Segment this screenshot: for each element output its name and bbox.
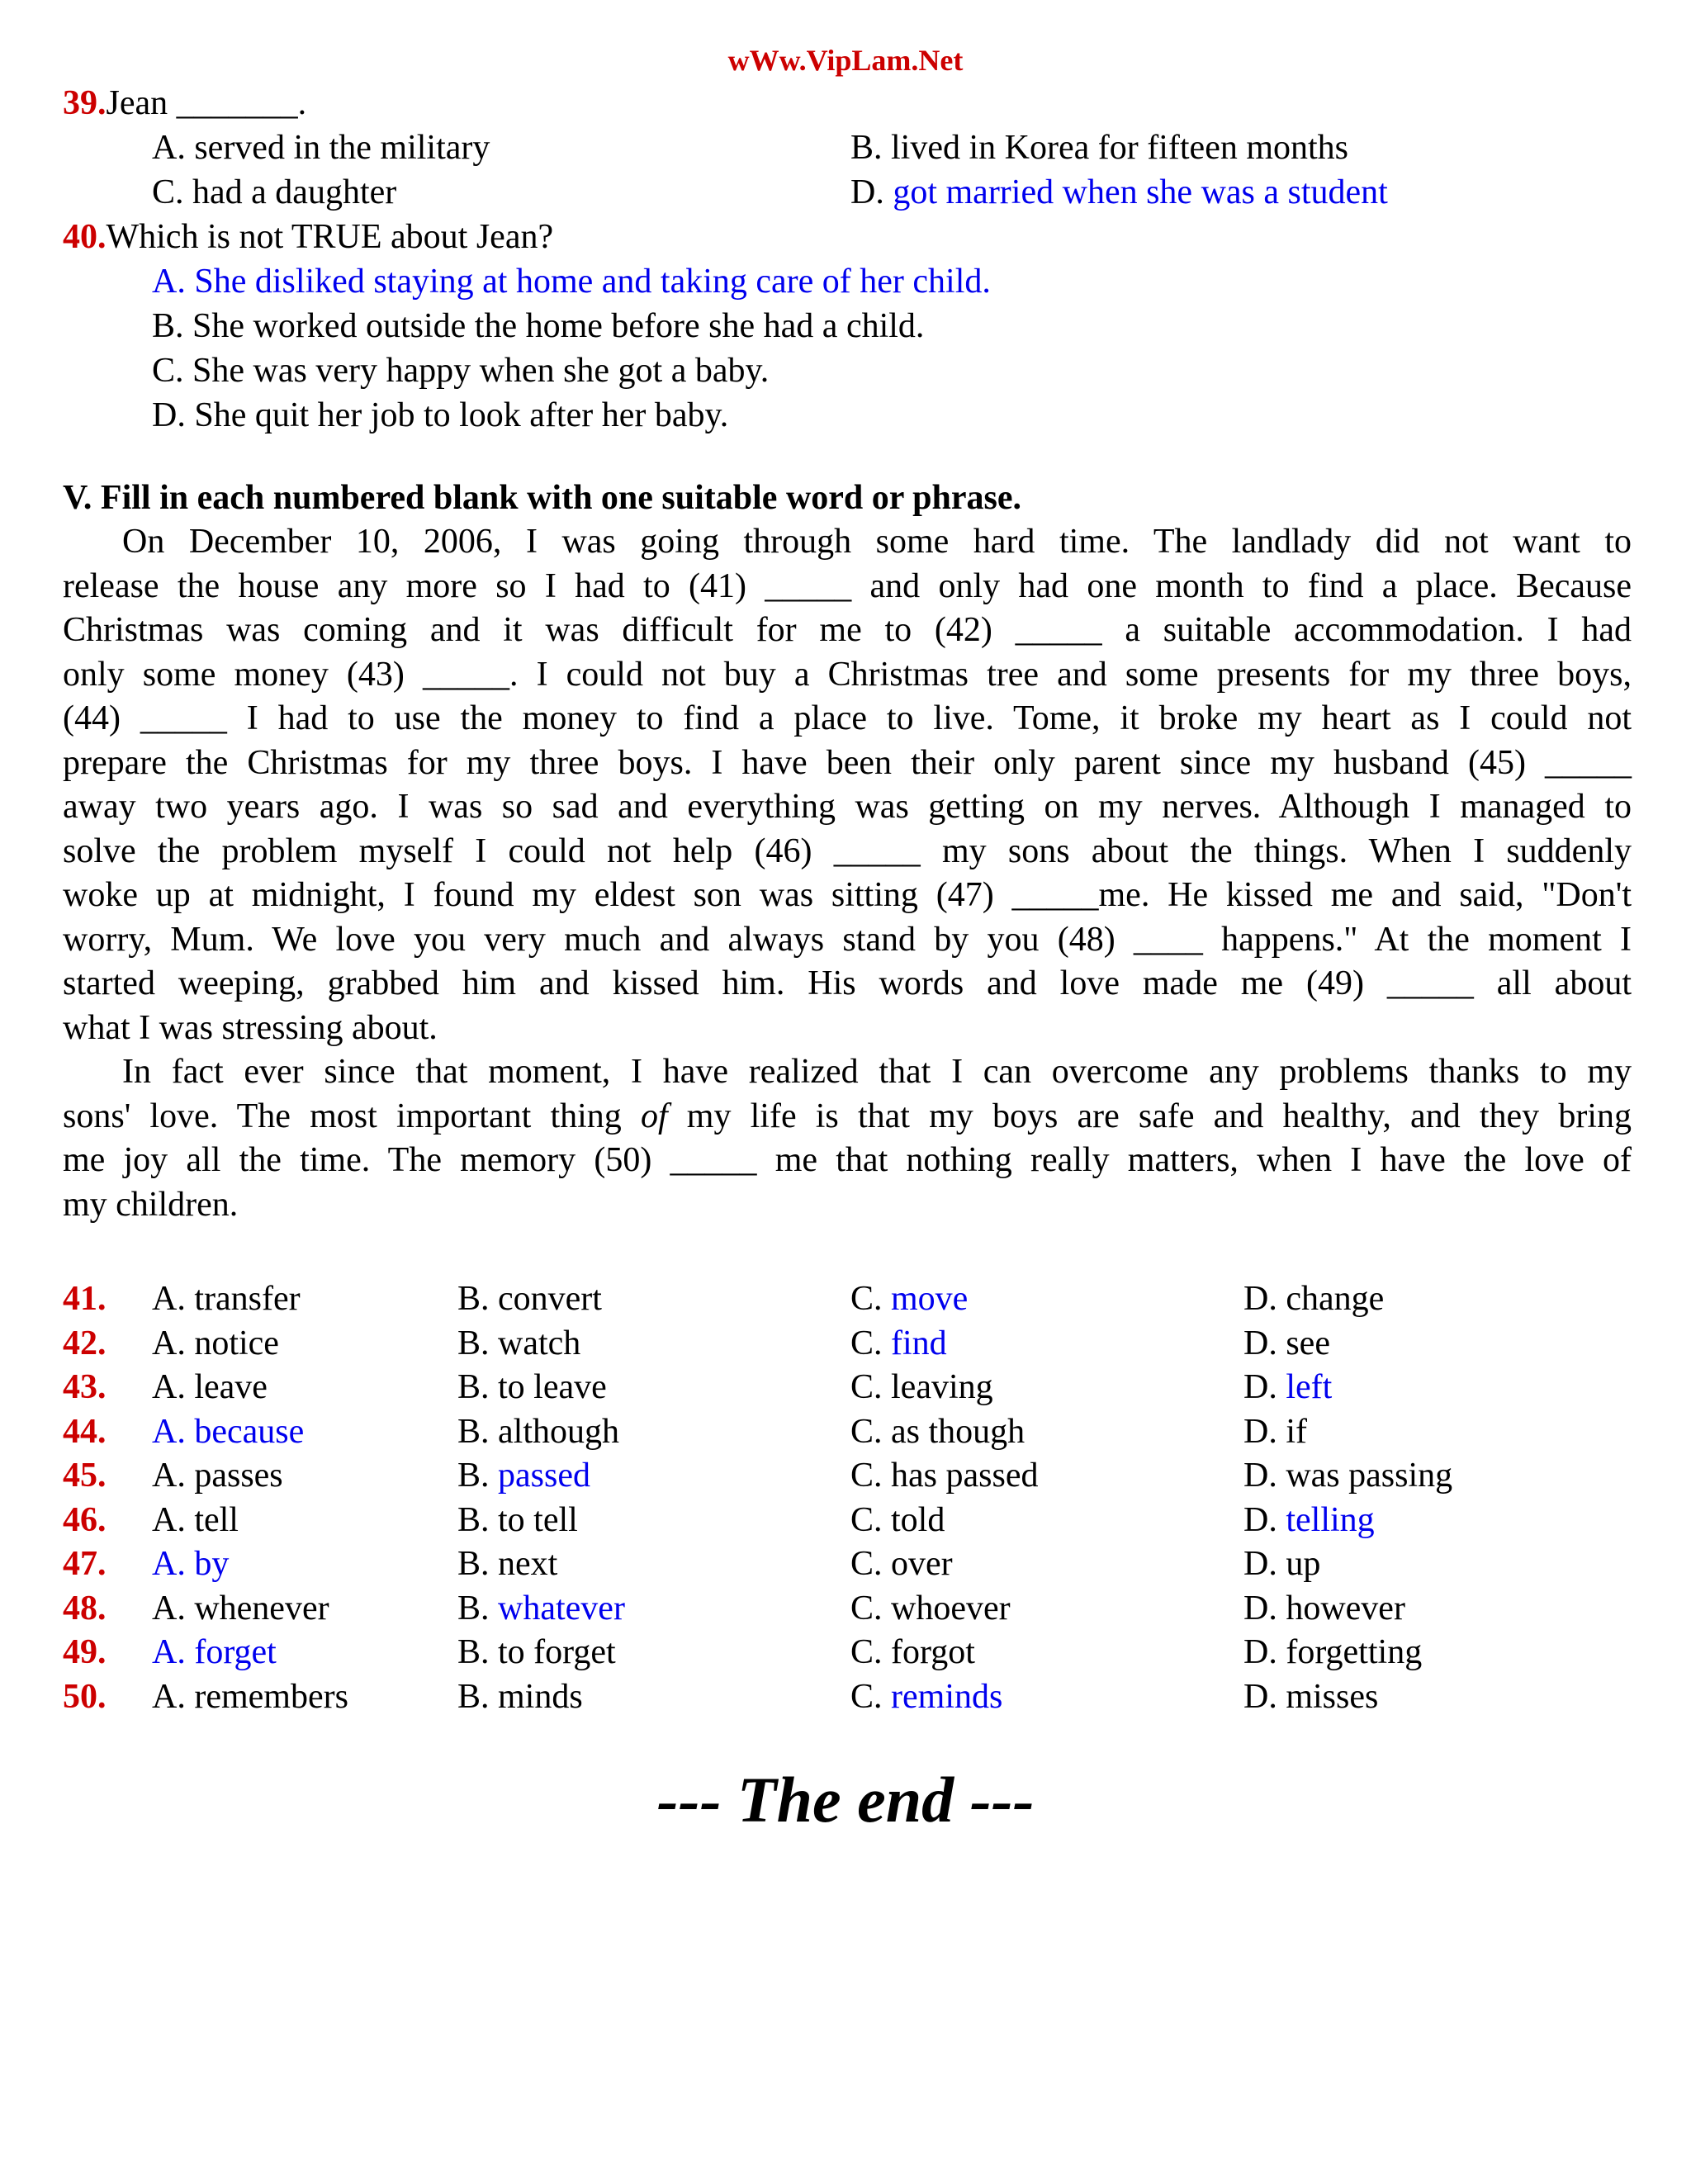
correct-answer: got married when she was a student (893, 173, 1388, 211)
passage-line: woke up at midnight, I found my eldest son was sitting (47) _____me. He kissed me and said, "Don't (63, 876, 1632, 914)
answer-row (63, 1675, 1632, 1719)
answer-row (63, 1453, 1632, 1498)
answer-row (63, 1498, 1632, 1542)
answer-row (63, 1542, 1632, 1586)
question-number: 42. (63, 1324, 107, 1362)
option-40-b: B. She worked outside the home before she had a child. (152, 307, 925, 345)
section-heading: V. Fill in each numbered blank with one suitable word or phrase. (63, 479, 1022, 517)
passage-line: (44) _____ I had to use the money to find a place to live. Tome, it broke my heart as I could not (63, 699, 1632, 737)
option-d: D. see (1243, 1324, 1330, 1362)
option-b: B. to leave (457, 1368, 607, 1406)
question-number: 44. (63, 1412, 107, 1451)
question-stem: Which is not TRUE about Jean? (106, 218, 554, 256)
option-d: D. if (1243, 1412, 1307, 1451)
passage-line: release the house any more so I had to (41) _____ and only had one month to find a place. Because (63, 566, 1632, 605)
question-number: 50. (63, 1677, 107, 1716)
option-40-c: C. She was very happy when she got a baby. (152, 352, 770, 390)
option-b: B. convert (457, 1280, 602, 1318)
option-d: D. change (1243, 1280, 1385, 1318)
option-40-d: D. She quit her job to look after her baby. (152, 396, 729, 434)
option-d: D. telling (1243, 1500, 1375, 1539)
option-c: C. has passed (850, 1457, 1039, 1495)
passage-line: On December 10, 2006, I was going through some hard time. The landlady did not want to (122, 523, 1632, 561)
question-40 (63, 215, 553, 259)
option-c: C. as though (850, 1412, 1025, 1451)
option-d: D. however (1243, 1589, 1405, 1627)
option-a: A. forget (152, 1633, 277, 1671)
option-39-b: B. lived in Korea for fifteen months (850, 129, 1349, 167)
question-number: 41. (63, 1280, 107, 1318)
option-b: B. watch (457, 1324, 581, 1362)
option-a: A. notice (152, 1324, 279, 1362)
answer-row (63, 1277, 1632, 1321)
passage-line: what I was stressing about. (63, 1008, 438, 1047)
passage-line: prepare the Christmas for my three boys. I have been their only parent since my husband (45) _____ (63, 743, 1632, 782)
option-a: A. tell (152, 1500, 239, 1539)
question-39 (63, 81, 306, 126)
option-c: C. reminds (850, 1677, 1003, 1716)
reading-passage (63, 520, 1632, 1227)
option-c: C. over (850, 1545, 953, 1583)
option-a: A. because (152, 1412, 305, 1451)
question-number: 40. (63, 218, 107, 256)
passage-line: away two years ago. I was so sad and everything was getting on my nerves. Although I managed to (63, 788, 1632, 826)
question-number: 49. (63, 1633, 107, 1671)
option-letter: D. (850, 173, 893, 211)
passage-line: started weeping, grabbed him and kissed him. His words and love made me (49) _____ all about (63, 964, 1632, 1002)
question-number: 39. (63, 84, 107, 122)
option-c: C. forgot (850, 1633, 975, 1671)
option-d: D. up (1243, 1545, 1321, 1583)
option-a: A. whenever (152, 1589, 329, 1627)
option-d: D. misses (1243, 1677, 1379, 1716)
question-number: 45. (63, 1457, 107, 1495)
option-a: A. passes (152, 1457, 283, 1495)
option-b: B. minds (457, 1677, 583, 1716)
option-39-d (850, 170, 1388, 215)
passage-line: sons' love. The most important thing of my life is that my boys are safe and healthy, and they bring (63, 1097, 1632, 1135)
option-b: B. whatever (457, 1589, 625, 1627)
passage-line: me joy all the time. The memory (50) _____ me that nothing really matters, when I have the love of (63, 1141, 1632, 1179)
option-c: C. move (850, 1280, 969, 1318)
passage-line: solve the problem myself I could not help (46) _____ my sons about the things. When I suddenly (63, 831, 1632, 870)
option-39-a: A. served in the military (152, 129, 490, 167)
option-d: D. was passing (1243, 1457, 1453, 1495)
the-end-footer: --- The end --- (656, 1764, 1035, 1836)
question-number: 43. (63, 1368, 107, 1406)
option-b: B. although (457, 1412, 619, 1451)
passage-line: my children. (63, 1185, 239, 1224)
option-d: D. forgetting (1243, 1633, 1423, 1671)
option-a: A. remembers (152, 1677, 348, 1716)
passage-line: worry, Mum. We love you very much and always stand by you (48) ____ happens." At the moment I (63, 920, 1632, 959)
option-a: A. by (152, 1545, 230, 1583)
option-b: B. passed (457, 1457, 590, 1495)
passage-line: Christmas was coming and it was difficult for me to (42) _____ a suitable accommodation. I had (63, 611, 1632, 649)
question-stem: Jean _______. (106, 84, 307, 122)
option-b: B. next (457, 1545, 558, 1583)
answer-row (63, 1321, 1632, 1366)
question-number: 47. (63, 1545, 107, 1583)
question-number: 46. (63, 1500, 107, 1539)
option-40-a: A. She disliked staying at home and taking care of her child. (152, 263, 991, 301)
option-a: A. leave (152, 1368, 268, 1406)
passage-line: only some money (43) _____. I could not buy a Christmas tree and some presents for my three boys, (63, 655, 1632, 694)
option-c: C. leaving (850, 1368, 993, 1406)
option-d: D. left (1243, 1368, 1333, 1406)
answer-row (63, 1365, 1632, 1409)
answer-row (63, 1409, 1632, 1454)
question-number: 48. (63, 1589, 107, 1627)
option-c: C. whoever (850, 1589, 1011, 1627)
site-header: wWw.VipLam.Net (727, 44, 964, 77)
option-39-c: C. had a daughter (152, 173, 397, 211)
passage-line: In fact ever since that moment, I have realized that I can overcome any problems thanks to my (122, 1053, 1632, 1091)
answer-row (63, 1630, 1632, 1675)
answer-row (63, 1586, 1632, 1631)
option-b: B. to tell (457, 1500, 578, 1539)
option-c: C. told (850, 1500, 945, 1539)
option-b: B. to forget (457, 1633, 616, 1671)
option-a: A. transfer (152, 1280, 301, 1318)
option-c: C. find (850, 1324, 947, 1362)
